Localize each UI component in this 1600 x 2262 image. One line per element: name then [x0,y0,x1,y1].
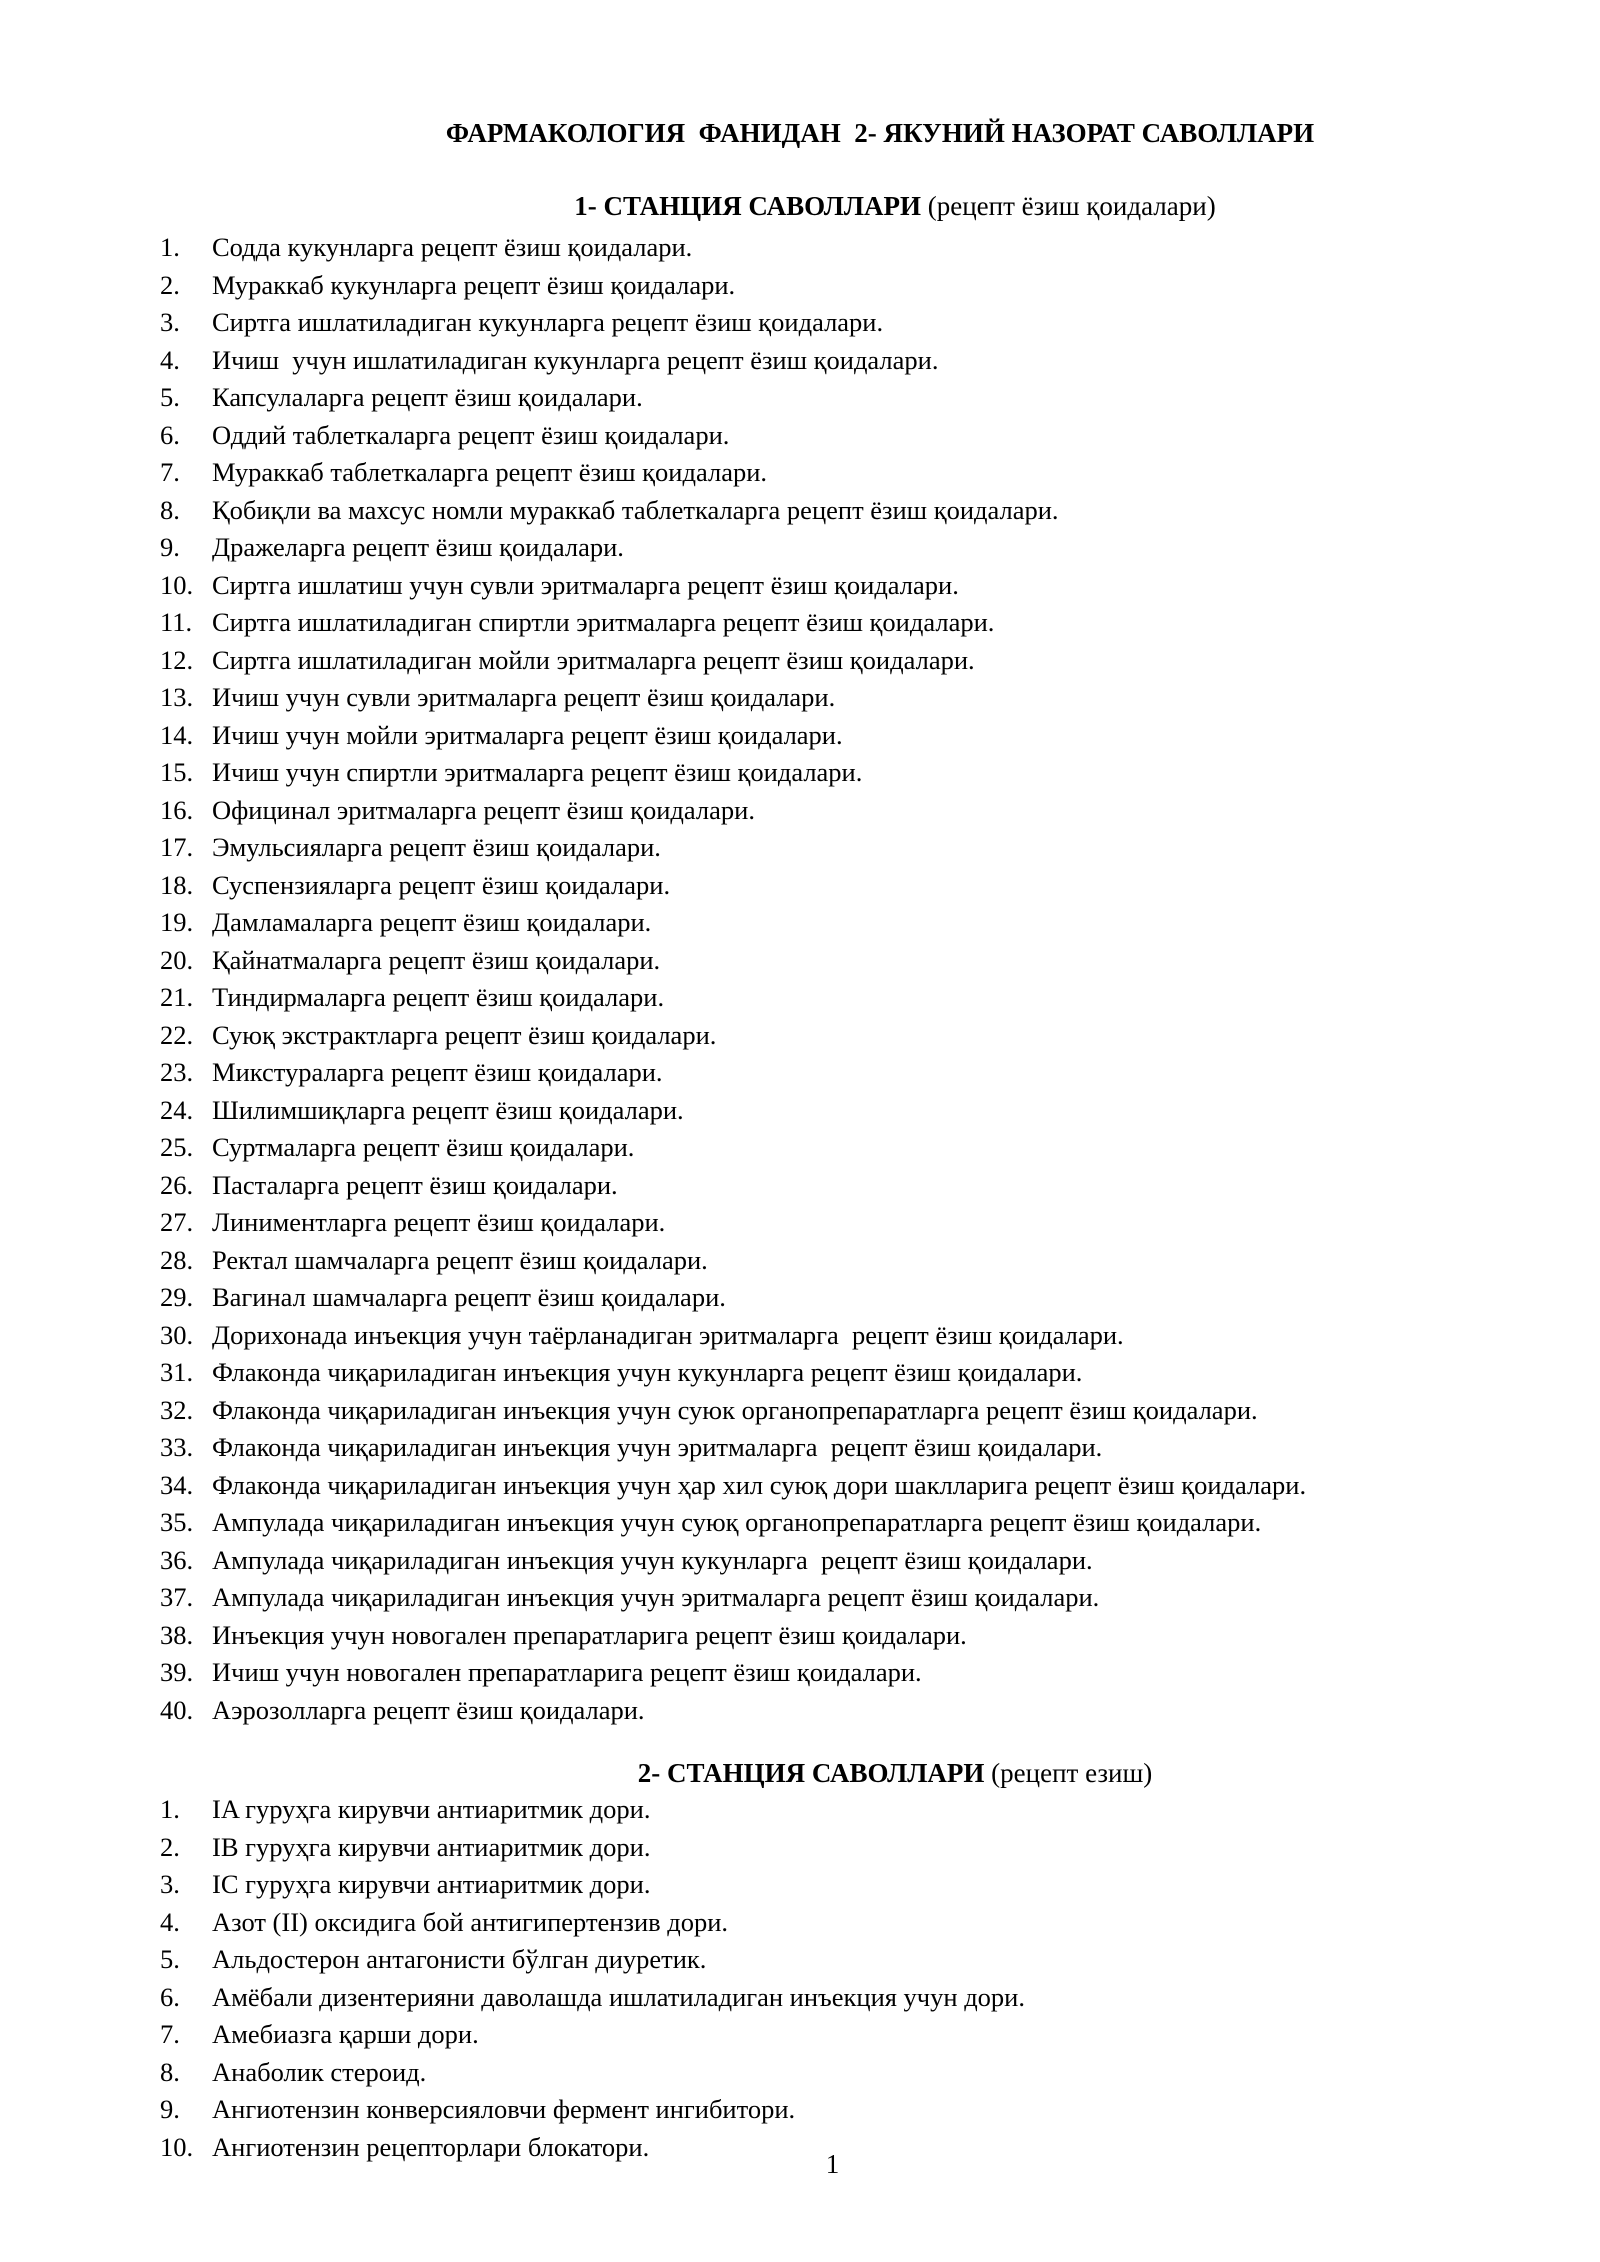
item-number: 37. [160,1582,194,1612]
item-number: 40. [160,1694,194,1725]
list-item [160,417,1580,455]
item-text: Азот (II) оксидига бой антигипертензив дори. [212,1906,729,1937]
item-text: Аэрозолларга рецепт ёзиш қоидалари. [212,1694,645,1725]
list-item [160,1392,1580,1430]
item-number: 8. [160,2056,180,2087]
page-number: 1 [825,2149,840,2179]
list-item [160,1167,1580,1205]
item-number: 36. [160,1544,194,1575]
item-number: 28. [160,1244,194,1275]
item-number: 16. [160,794,194,825]
item-text: Суюқ экстрактларга рецепт ёзиш қоидалари. [212,1019,717,1050]
section-2-heading-note: (рецепт езиш) [984,1758,1153,1788]
item-number: 13. [160,682,194,712]
item-text: Флаконда чиқариладиган инъекция учун эритмаларга рецепт ёзиш қоидалари. [212,1432,1103,1462]
item-text: Ичиш учун сувли эритмаларга рецепт ёзиш қоидалари. [212,682,836,712]
item-text: Амёбали дизентерияни даволашда ишлатиладиган инъекция учун дори. [212,1981,1025,2012]
item-number: 22. [160,1019,194,1050]
list-item [160,717,1580,755]
item-number: 38. [160,1619,194,1650]
list-item [160,1579,1580,1617]
list-item [160,492,1580,530]
item-text: Сиртга ишлатиш учун сувли эритмаларга рецепт ёзиш қоидалари. [212,569,959,600]
list-item [160,829,1580,867]
item-number: 6. [160,1981,180,2012]
item-text: Флаконда чиқариладиган инъекция учун ҳар хил суюқ дори шаклларига рецепт ёзиш қоидалари. [212,1469,1307,1500]
list-item [160,454,1580,492]
item-number: 20. [160,944,194,975]
list-item [160,1129,1580,1167]
item-number: 15. [160,757,194,787]
list-item [160,529,1580,567]
item-text: Шилимшиқларга рецепт ёзиш қоидалари. [212,1094,684,1125]
list-item [160,792,1580,830]
item-number: 5. [160,382,180,412]
item-text: Оддий таблеткаларга рецепт ёзиш қоидалари. [212,419,730,450]
page-title: ФАРМАКОЛОГИЯ ФАНИДАН 2- ЯКУНИЙ НАЗОРАТ САВОЛЛАРИ [445,118,1315,148]
item-number: 7. [160,2019,180,2049]
list-item [160,1904,1580,1942]
item-text: Қайнатмаларга рецепт ёзиш қоидалари. [212,944,661,975]
item-number: 26. [160,1169,194,1200]
item-number: 25. [160,1132,194,1162]
list-item [160,567,1580,605]
item-text: Мураккаб таблеткаларга рецепт ёзиш қоидалари. [212,457,768,487]
item-number: 31. [160,1357,194,1387]
item-text: Амебиазга қарши дори. [212,2019,479,2049]
list-item [160,1504,1580,1542]
section-1-heading-title: 1- СТАНЦИЯ САВОЛЛАРИ [574,191,921,221]
list-item [160,1617,1580,1655]
item-number: 17. [160,832,194,862]
list-item [160,304,1580,342]
item-number: 4. [160,1906,180,1937]
item-number: 34. [160,1469,194,1500]
item-text: Қобиқли ва махсус номли мураккаб таблеткаларга рецепт ёзиш қоидалари. [212,494,1059,525]
item-text: Эмульсияларга рецепт ёзиш қоидалари. [212,832,661,862]
item-text: Капсулаларга рецепт ёзиш қоидалари. [212,382,643,412]
item-text: Сиртга ишлатиладиган кукунларга рецепт ёзиш қоидалари. [212,307,884,337]
list-item [160,942,1580,980]
item-text: Ичиш учун мойли эритмаларга рецепт ёзиш қоидалари. [212,719,843,750]
list-item [160,1317,1580,1355]
item-text: Суртмаларга рецепт ёзиш қоидалари. [212,1132,635,1162]
item-number: 14. [160,719,194,750]
list-item [160,1542,1580,1580]
item-text: Линиментларга рецепт ёзиш қоидалари. [212,1207,666,1237]
item-number: 32. [160,1394,194,1425]
item-number: 33. [160,1432,194,1462]
item-text: Анаболик стероид. [212,2056,427,2087]
list-item [160,1279,1580,1317]
item-number: 18. [160,869,194,900]
item-text: Содда кукунларга рецепт ёзиш қоидалари. [212,232,693,262]
item-number: 24. [160,1094,194,1125]
item-number: 11. [160,607,193,637]
list-item [160,1354,1580,1392]
item-text: Флаконда чиқариладиган инъекция учун суюк органопрепаратларга рецепт ёзиш қоидалари. [212,1394,1258,1425]
item-number: 29. [160,1282,194,1312]
item-number: 3. [160,1869,180,1899]
list-item [160,1866,1580,1904]
item-text: Альдостерон антагонисти бўлган диуретик. [212,1944,707,1974]
list-item [160,379,1580,417]
item-number: 3. [160,307,180,337]
item-number: 23. [160,1057,194,1087]
item-number: 35. [160,1507,194,1537]
list-item [160,1941,1580,1979]
item-text: Мураккаб кукунларга рецепт ёзиш қоидалари. [212,269,736,300]
list-item [160,904,1580,942]
list-item [160,1242,1580,1280]
item-number: 27. [160,1207,194,1237]
section-1-heading-note: (рецепт ёзиш қоидалари) [920,191,1216,221]
item-text: Инъекция учун новогален препаратларига рецепт ёзиш қоидалари. [212,1619,967,1650]
item-text: Флаконда чиқариладиган инъекция учун кукунларга рецепт ёзиш қоидалари. [212,1357,1083,1387]
list-item [160,979,1580,1017]
item-number: 39. [160,1657,194,1687]
item-number: 1. [160,1794,180,1824]
list-item [160,1829,1580,1867]
item-text: Пасталарга рецепт ёзиш қоидалари. [212,1169,618,1200]
list-item [160,229,1580,267]
item-text: IA гуруҳга кирувчи антиаритмик дори. [212,1794,651,1824]
item-text: Дражеларга рецепт ёзиш қоидалари. [212,532,624,562]
item-text: Ампулада чиқариладиган инъекция учун эритмаларга рецепт ёзиш қоидалари. [212,1582,1100,1612]
item-text: Тиндирмаларга рецепт ёзиш қоидалари. [212,982,665,1012]
item-number: 7. [160,457,180,487]
section-2-heading [0,1753,1600,1793]
item-number: 6. [160,419,180,450]
item-number: 2. [160,1831,180,1862]
list-item [160,1092,1580,1130]
item-text: Ампулада чиқариладиган инъекция учун суюқ органопрепаратларга рецепт ёзиш қоидалари. [212,1507,1262,1537]
list-item [160,1791,1580,1829]
list-item [160,267,1580,305]
list-item [160,867,1580,905]
list-item [160,2054,1580,2092]
item-text: Ичиш учун новогален препаратларига рецепт ёзиш қоидалари. [212,1657,922,1687]
item-text: Ичиш учун спиртли эритмаларга рецепт ёзиш қоидалари. [212,757,863,787]
list-item [160,1429,1580,1467]
item-number: 19. [160,907,194,937]
item-text: Суспензияларга рецепт ёзиш қоидалари. [212,869,671,900]
list-item [160,1654,1580,1692]
item-text: Ангиотензин конверсияловчи фермент ингибитори. [212,2094,796,2124]
list-item [160,604,1580,642]
item-text: Официнал эритмаларга рецепт ёзиш қоидалари. [212,794,755,825]
list-item [160,1017,1580,1055]
list-item [160,1979,1580,2017]
list-item [160,642,1580,680]
item-number: 10. [160,569,194,600]
item-number: 5. [160,1944,180,1974]
list-item [160,754,1580,792]
item-number: 9. [160,2094,180,2124]
item-text: Ректал шамчаларга рецепт ёзиш қоидалари. [212,1244,708,1275]
list-item [160,1204,1580,1242]
item-number: 8. [160,494,180,525]
list-item [160,1692,1580,1730]
list-item [160,2091,1580,2129]
item-text: Ампулада чиқариладиган инъекция учун кукунларга рецепт ёзиш қоидалари. [212,1544,1093,1575]
section-2-heading-title: 2- СТАНЦИЯ САВОЛЛАРИ [637,1758,985,1788]
item-text: Ичиш учун ишлатиладиган кукунларга рецепт ёзиш қоидалари. [212,344,939,375]
list-item [160,1467,1580,1505]
item-number: 4. [160,344,180,375]
list-item [160,1054,1580,1092]
list-item [160,679,1580,717]
item-text: Сиртга ишлатиладиган мойли эритмаларга рецепт ёзиш қоидалари. [212,644,975,675]
item-number: 30. [160,1319,194,1350]
item-text: Дамламаларга рецепт ёзиш қоидалари. [212,907,652,937]
item-text: IC гуруҳга кирувчи антиаритмик дори. [212,1869,651,1899]
item-text: Микстураларга рецепт ёзиш қоидалари. [212,1057,663,1087]
item-text: Сиртга ишлатиладиган спиртли эритмаларга рецепт ёзиш қоидалари. [212,607,995,637]
item-text: Дорихонада инъекция учун таёрланадиган эритмаларга рецепт ёзиш қоидалари. [212,1319,1124,1350]
item-text: Вагинал шамчаларга рецепт ёзиш қоидалари. [212,1282,726,1312]
list-item [160,2016,1580,2054]
section-2-question-list [160,1791,1580,2166]
item-text: Ангиотензин рецепторлари блокатори. [212,2131,650,2162]
item-number: 10. [160,2131,194,2162]
item-number: 9. [160,532,180,562]
section-1-heading [0,186,1600,226]
item-number: 1. [160,232,180,262]
item-number: 21. [160,982,194,1012]
section-1-question-list [160,229,1580,1729]
item-number: 2. [160,269,180,300]
item-text: IB гуруҳга кирувчи антиаритмик дори. [212,1831,651,1862]
item-number: 12. [160,644,194,675]
list-item [160,342,1580,380]
